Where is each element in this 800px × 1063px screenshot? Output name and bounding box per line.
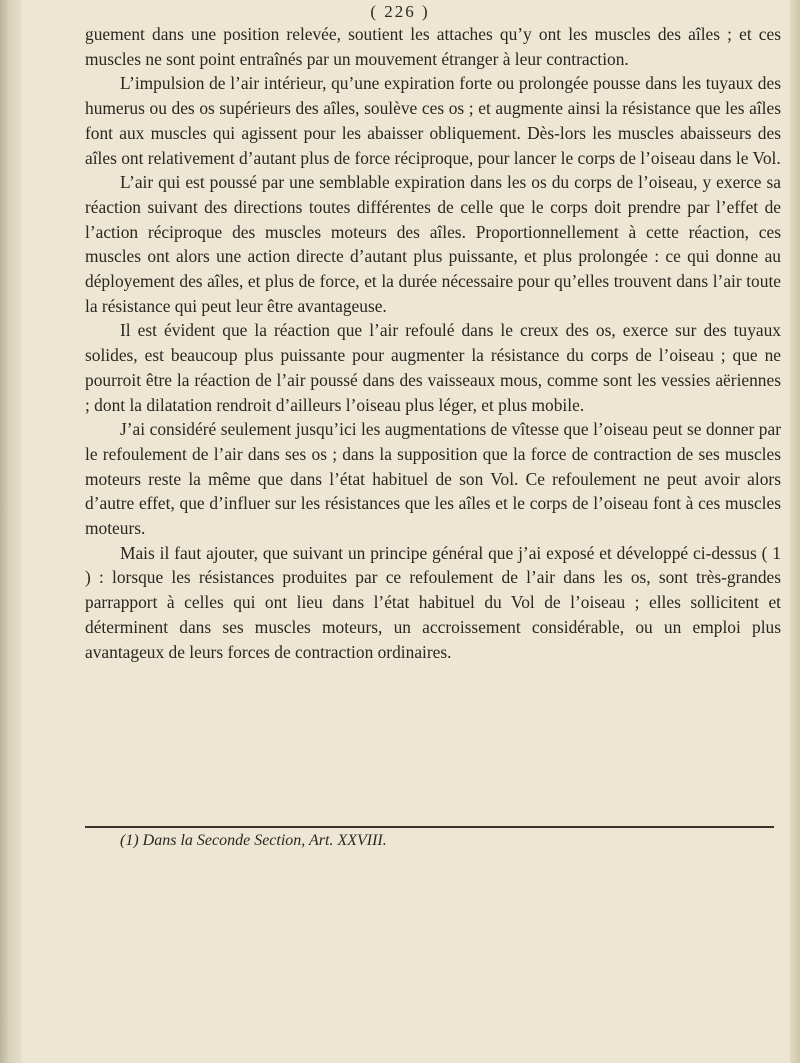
paragraph-3: L’air qui est poussé par une semblable expiration dans les os du corps de l’oiseau, y exerce sa réaction suivant des directions toutes différentes de celle que le corps doit prendre par l’effet de l’action réciproque des muscles moteurs des aîles. Proportionnellement à cette réaction, ces muscles ont alors une action directe d’autant plus puissante, et plus prolongée : ce qui donne au déployement des aîles, et plus de force, et la durée nécessaire pour qu’elles trouvent dans l’air toute la résistance qui peut leur être avantageuse. — [85, 172, 781, 316]
page-number: ( 226 ) — [370, 2, 430, 21]
paragraph-5: J’ai considéré seulement jusqu’ici les augmentations de vîtesse que l’oiseau peut se donner par le refoulement de l’air dans ses os ; dans la supposition que la force de contraction de ses muscles moteurs reste la même que dans l’état habituel de son Vol. Ce refoulement ne peut avoir alors d’autre effet, que d’influer sur les résistances que les aîles et le corps de l’oiseau font à ces muscles moteurs. — [85, 419, 781, 539]
body-text — [85, 22, 781, 664]
footnote: (1) Dans la Seconde Section, Art. XXVIII. — [120, 832, 387, 849]
paragraph-6: Mais il faut ajouter, que suivant un principe général que j’ai exposé et développé ci-dessus ( 1 ) : lorsque les résistances produites par ce refoulement de l’air dans les os, sont très-grandes parrapport à celles qui ont lieu dans l’état habituel du Vol de l’oiseau ; elles sollicitent et déterminent dans ses muscles moteurs, un accroissement considérable, ou un emploi plus avantageux de leurs forces de contraction ordinaires. — [85, 542, 781, 662]
paragraph-1: guement dans une position relevée, soutient les attaches qu’y ont les muscles des aîles ; et ces muscles ne sont point entraînés par un mouvement étranger à leur contraction. — [85, 24, 781, 69]
paragraph-4: Il est évident que la réaction que l’air refoulé dans le creux des os, exerce sur des tuyaux solides, est beaucoup plus puissante pour augmenter la résistance du corps de l’oiseau ; que ne pourroit être la réaction de l’air poussé dans des vaisseaux mous, comme sont les vessies aëriennes ; dont la dilatation rendroit d’ailleurs l’oiseau plus léger, et plus mobile. — [85, 320, 781, 415]
paragraph-2: L’impulsion de l’air intérieur, qu’une expiration forte ou prolongée pousse dans les tuyaux des humerus ou des os supérieurs des aîles, soulève ces os ; et augmente ainsi la résistance que les aîles font aux muscles qui agissent pour les abaisser obliquement. Dès-lors les muscles abaisseurs des aîles ont relativement d’autant plus de force réciproque, pour lancer le corps de l’oiseau dans le Vol. — [85, 73, 781, 168]
footnote-divider — [85, 826, 774, 828]
